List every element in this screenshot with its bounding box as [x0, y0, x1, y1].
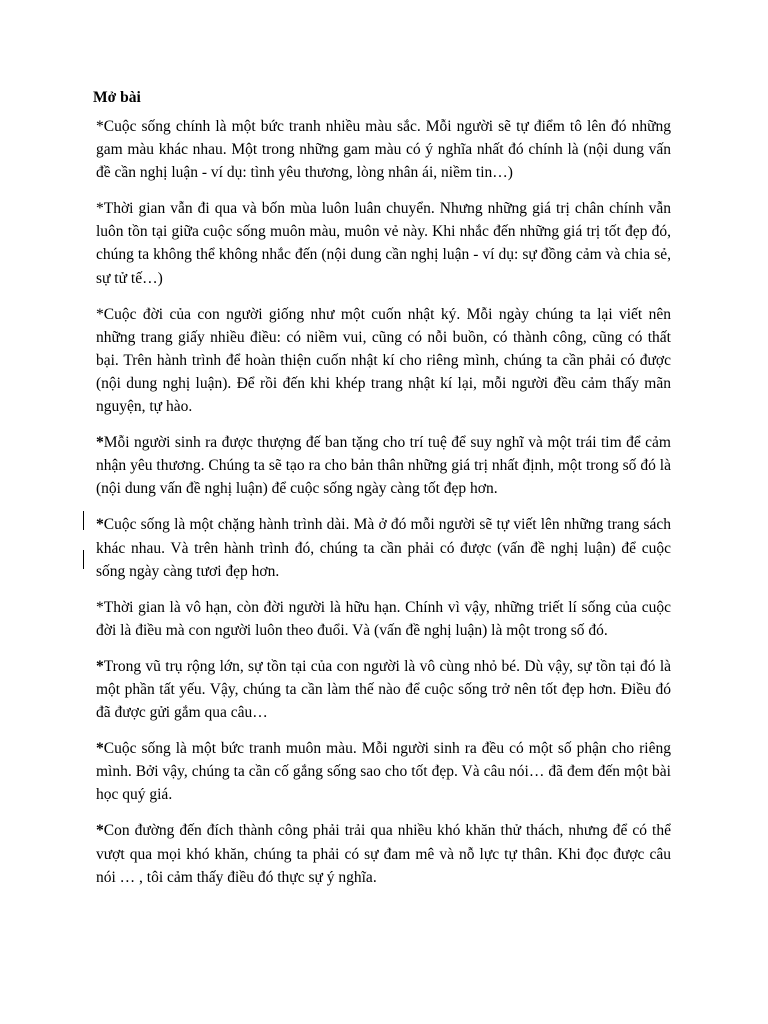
paragraph	[96, 737, 671, 806]
paragraph-text: Con đường đến đích thành công phải trải qua nhiều khó khăn thử thách, nhưng để có thể vượt qua mọi khó khăn, chúng ta phải có sự đam mê và nỗ lực tự thân. Khi đọc được câu nói … , tôi cảm thấy điều đó thực sự ý nghĩa.	[96, 822, 671, 886]
paragraph	[96, 655, 671, 724]
paragraph-text: Thời gian vẫn đi qua và bốn mùa luôn luân chuyển. Nhưng những giá trị chân chính vẫn luôn tồn tại giữa cuộc sống muôn màu, muôn vẻ này. Khi nhắc đến những giá trị tốt đẹp đó, chúng ta không thể không nhắc đến (nội dung cần nghị luận - ví dụ: sự đồng cảm và chia sẻ, sự tử tế…)	[96, 200, 671, 287]
bullet-asterisk: *	[96, 434, 104, 452]
paragraph-text: Thời gian là vô hạn, còn đời người là hữu hạn. Chính vì vậy, những triết lí sống của cuộc đời là điều mà con người luôn theo đuổi. Và (vấn đề nghị luận) là một trong số đó.	[96, 598, 671, 639]
bullet-asterisk: *	[96, 598, 104, 616]
paragraph-text: Cuộc đời của con người giống như một cuốn nhật ký. Mỗi ngày chúng ta lại viết nên những trang giấy nhiều điều: có niềm vui, cũng có nỗi buồn, có thành công, cũng có thất bại. Trên hành trình để hoàn thiện cuốn nhật kí cho riêng mình, chúng ta cần phải có được (nội dung nghị luận). Để rồi đến khi khép trang nhật kí lại, mỗi người đều cảm thấy mãn nguyện, tự hào.	[96, 305, 671, 416]
paragraph	[96, 431, 671, 500]
paragraph-text: Cuộc sống chính là một bức tranh nhiều màu sắc. Mỗi người sẽ tự điểm tô lên đó những gam màu khác nhau. Một trong những gam màu có ý nghĩa nhất đó chính là (nội dung vấn đề cần nghị luận - ví dụ: tình yêu thương, lòng nhân ái, niềm tin…)	[96, 118, 671, 182]
change-bar	[83, 550, 84, 569]
paragraph	[96, 115, 671, 184]
section-heading: Mở bài	[93, 89, 141, 106]
paragraph-text: Cuộc sống là một chặng hành trình dài. Mà ở đó mỗi người sẽ tự viết lên những trang sách khác nhau. Và trên hành trình đó, chúng ta cần phải có được (vấn đề nghị luận) để cuộc sống ngày càng tươi đẹp hơn.	[96, 516, 671, 580]
bullet-asterisk: *	[96, 118, 104, 135]
paragraph	[96, 513, 671, 582]
paragraph-text: Cuộc sống là một bức tranh muôn màu. Mỗi người sinh ra đều có một số phận cho riêng mình. Bởi vậy, chúng ta cần cố gắng sống sao cho tốt đẹp. Và câu nói… đã đem đến một bài học quý giá.	[96, 740, 671, 804]
paragraph	[96, 596, 671, 642]
bullet-asterisk: *	[96, 657, 104, 675]
paragraph	[96, 303, 671, 418]
bullet-asterisk: *	[96, 305, 104, 323]
change-bar	[83, 511, 84, 530]
paragraph-text: Mỗi người sinh ra được thượng đế ban tặng cho trí tuệ để suy nghĩ và một trái tim để cảm nhận yêu thương. Chúng ta sẽ tạo ra cho bản thân những giá trị nhất định, một trong số đó là (nội dung vấn đề nghị luận) để cuộc sống ngày càng tốt đẹp hơn.	[96, 434, 671, 498]
document-body	[93, 86, 671, 902]
bullet-asterisk: *	[96, 740, 104, 758]
bullet-asterisk: *	[96, 516, 104, 534]
bullet-asterisk: *	[96, 200, 104, 218]
paragraph-list	[96, 115, 671, 889]
paragraph	[96, 819, 671, 888]
bullet-asterisk: *	[96, 822, 104, 840]
paragraph	[96, 197, 671, 289]
paragraph-text: Trong vũ trụ rộng lớn, sự tồn tại của con người là vô cùng nhỏ bé. Dù vậy, sự tồn tại đó là một phần tất yếu. Vậy, chúng ta cần làm thế nào để cuộc sống trở nên tốt đẹp hơn. Điều đó đã được gửi gắm qua câu…	[96, 657, 671, 722]
